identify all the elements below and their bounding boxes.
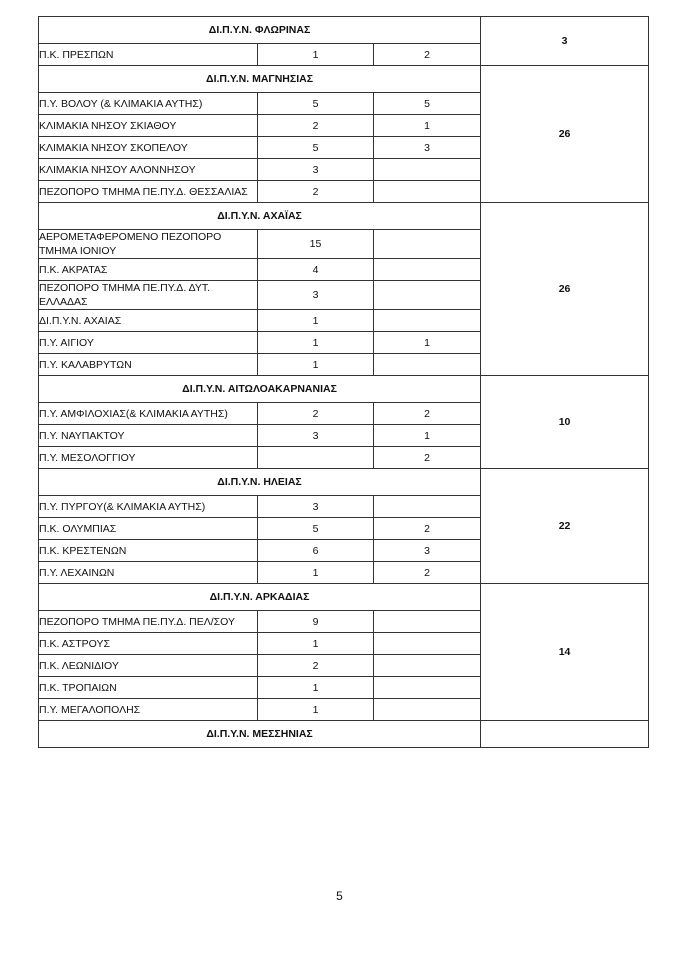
count-col1: 1 xyxy=(258,310,374,332)
count-col1: 5 xyxy=(258,518,374,540)
section-header-row xyxy=(39,469,649,496)
count-col2 xyxy=(374,496,481,518)
count-col1: 3 xyxy=(258,281,374,310)
unit-name: Π.Υ. ΛΕΧΑΙΝΩΝ xyxy=(39,562,258,584)
count-col1: 1 xyxy=(258,332,374,354)
count-col2: 3 xyxy=(374,540,481,562)
count-col1: 5 xyxy=(258,93,374,115)
section-title: ΔΙ.Π.Υ.Ν. ΑΧΑΪΑΣ xyxy=(39,203,481,230)
unit-name: ΔΙ.Π.Υ.Ν. ΑΧΑΙΑΣ xyxy=(39,310,258,332)
count-col2 xyxy=(374,655,481,677)
unit-name: ΠΕΖΟΠΟΡΟ ΤΜΗΜΑ ΠΕ.ΠΥ.Δ. ΘΕΣΣΑΛΙΑΣ xyxy=(39,181,258,203)
section-total: 22 xyxy=(481,469,649,584)
unit-name: Π.Κ. ΑΚΡΑΤΑΣ xyxy=(39,259,258,281)
section-title: ΔΙ.Π.Υ.Ν. ΗΛΕΙΑΣ xyxy=(39,469,481,496)
unit-name: Π.Υ. ΑΙΓΙΟΥ xyxy=(39,332,258,354)
count-col1: 2 xyxy=(258,115,374,137)
count-col2: 5 xyxy=(374,93,481,115)
unit-name: Π.Υ. ΝΑΥΠΑΚΤΟΥ xyxy=(39,425,258,447)
section-header-row xyxy=(39,721,649,748)
section-header-row xyxy=(39,376,649,403)
section-header-row xyxy=(39,17,649,44)
section-header-row xyxy=(39,203,649,230)
count-col2: 1 xyxy=(374,425,481,447)
count-col2 xyxy=(374,159,481,181)
count-col2: 1 xyxy=(374,115,481,137)
section-total: 14 xyxy=(481,584,649,721)
count-col1: 1 xyxy=(258,354,374,376)
unit-name: Π.Κ. ΛΕΩΝΙΔΙΟΥ xyxy=(39,655,258,677)
count-col2: 2 xyxy=(374,518,481,540)
count-col1: 2 xyxy=(258,655,374,677)
section-title: ΔΙ.Π.Υ.Ν. ΜΑΓΝΗΣΙΑΣ xyxy=(39,66,481,93)
unit-name: ΚΛΙΜΑΚΙΑ ΝΗΣΟΥ ΑΛΟΝΝΗΣΟΥ xyxy=(39,159,258,181)
count-col2: 1 xyxy=(374,332,481,354)
count-col1: 1 xyxy=(258,677,374,699)
unit-name: Π.Υ. ΒΟΛΟΥ (& ΚΛΙΜΑΚΙΑ ΑΥΤΗΣ) xyxy=(39,93,258,115)
count-col2 xyxy=(374,677,481,699)
count-col1: 3 xyxy=(258,496,374,518)
unit-name: ΚΛΙΜΑΚΙΑ ΝΗΣΟΥ ΣΚΙΑΘΟΥ xyxy=(39,115,258,137)
count-col1: 4 xyxy=(258,259,374,281)
section-header-row xyxy=(39,66,649,93)
count-col1: 1 xyxy=(258,44,374,66)
count-col2 xyxy=(374,181,481,203)
count-col2 xyxy=(374,611,481,633)
count-col2 xyxy=(374,310,481,332)
section-title: ΔΙ.Π.Υ.Ν. ΑΙΤΩΛΟΑΚΑΡΝΑΝΙΑΣ xyxy=(39,376,481,403)
count-col1: 1 xyxy=(258,699,374,721)
unit-name: Π.Υ. ΚΑΛΑΒΡΥΤΩΝ xyxy=(39,354,258,376)
section-title: ΔΙ.Π.Υ.Ν. ΑΡΚΑΔΙΑΣ xyxy=(39,584,481,611)
section-title: ΔΙ.Π.Υ.Ν. ΜΕΣΣΗΝΙΑΣ xyxy=(39,721,481,748)
unit-name: Π.Υ. ΜΕΣΟΛΟΓΓΙΟΥ xyxy=(39,447,258,469)
unit-name: Π.Κ. ΤΡΟΠΑΙΩΝ xyxy=(39,677,258,699)
unit-name: Π.Υ. ΠΥΡΓΟΥ(& ΚΛΙΜΑΚΙΑ ΑΥΤΗΣ) xyxy=(39,496,258,518)
unit-name: ΚΛΙΜΑΚΙΑ ΝΗΣΟΥ ΣΚΟΠΕΛΟΥ xyxy=(39,137,258,159)
count-col1: 5 xyxy=(258,137,374,159)
table-body xyxy=(39,17,649,748)
count-col2 xyxy=(374,354,481,376)
section-total: 3 xyxy=(481,17,649,66)
count-col1: 6 xyxy=(258,540,374,562)
count-col1: 3 xyxy=(258,159,374,181)
allocation-table xyxy=(38,16,649,748)
count-col2 xyxy=(374,230,481,259)
unit-name: Π.Υ. ΑΜΦΙΛΟΧΙΑΣ(& ΚΛΙΜΑΚΙΑ ΑΥΤΗΣ) xyxy=(39,403,258,425)
unit-name: ΠΕΖΟΠΟΡΟ ΤΜΗΜΑ ΠΕ.ΠΥ.Δ. ΔΥΤ. ΕΛΛΑΔΑΣ xyxy=(39,281,258,310)
unit-name: Π.Κ. ΟΛΥΜΠΙΑΣ xyxy=(39,518,258,540)
section-title: ΔΙ.Π.Υ.Ν. ΦΛΩΡΙΝΑΣ xyxy=(39,17,481,44)
count-col2: 2 xyxy=(374,44,481,66)
section-header-row xyxy=(39,584,649,611)
unit-name: ΠΕΖΟΠΟΡΟ ΤΜΗΜΑ ΠΕ.ΠΥ.Δ. ΠΕΛ/ΣΟΥ xyxy=(39,611,258,633)
section-total: 26 xyxy=(481,66,649,203)
unit-name: Π.Κ. ΑΣΤΡΟΥΣ xyxy=(39,633,258,655)
count-col1: 1 xyxy=(258,562,374,584)
count-col2: 2 xyxy=(374,403,481,425)
unit-name: Π.Κ. ΠΡΕΣΠΩΝ xyxy=(39,44,258,66)
count-col2: 2 xyxy=(374,562,481,584)
section-total: 10 xyxy=(481,376,649,469)
count-col1: 9 xyxy=(258,611,374,633)
count-col2 xyxy=(374,259,481,281)
count-col1: 1 xyxy=(258,633,374,655)
count-col2: 2 xyxy=(374,447,481,469)
count-col1: 3 xyxy=(258,425,374,447)
count-col2: 3 xyxy=(374,137,481,159)
count-col2 xyxy=(374,699,481,721)
count-col2 xyxy=(374,281,481,310)
unit-name: ΑΕΡΟΜΕΤΑΦΕΡΟΜΕΝΟ ΠΕΖΟΠΟΡΟ ΤΜΗΜΑ ΙΟΝΙΟΥ xyxy=(39,230,258,259)
count-col1: 15 xyxy=(258,230,374,259)
count-col1 xyxy=(258,447,374,469)
unit-name: Π.Υ. ΜΕΓΑΛΟΠΟΛΗΣ xyxy=(39,699,258,721)
unit-name: Π.Κ. ΚΡΕΣΤΕΝΩΝ xyxy=(39,540,258,562)
page-number: 5 xyxy=(336,889,343,903)
count-col1: 2 xyxy=(258,403,374,425)
count-col1: 2 xyxy=(258,181,374,203)
section-total xyxy=(481,721,649,748)
section-total: 26 xyxy=(481,203,649,376)
count-col2 xyxy=(374,633,481,655)
